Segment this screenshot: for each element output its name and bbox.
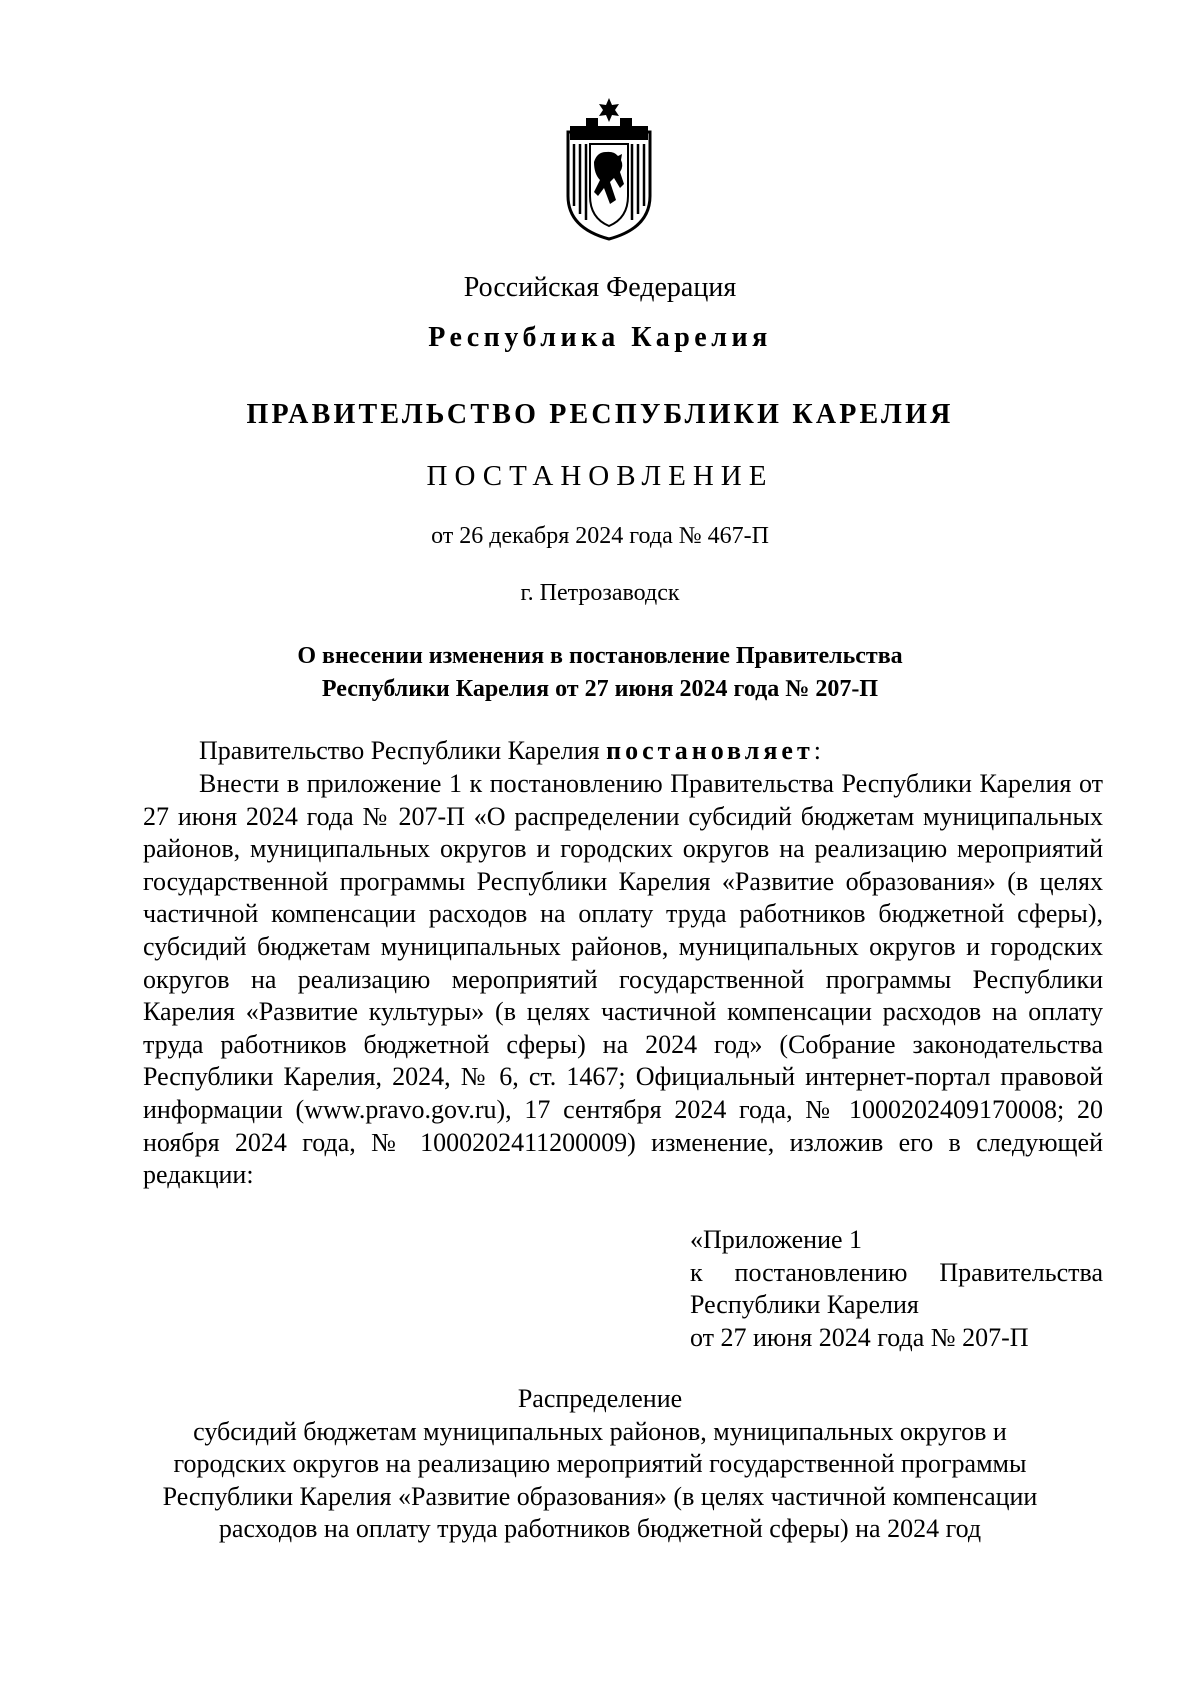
annex-line: Республики Карелия xyxy=(690,1290,919,1320)
main-paragraph: Внести в приложение 1 к постановлению Правительства Республики Карелия от 27 июня 2024 года № 207-П «О распределении субсидий бюджетам муниципальных районов, муниципальных округов и городских округов на реализацию мероприятий государственной программы Республики Карелия «Развитие образования» (в целях частичной компенсации расходов на оплату труда работников бюджетной сферы), субсидий бюджетам муниципальных районов, муниципальных округов и городских округов на реализацию мероприятий государственной программы Республики Карелия «Развитие культуры» (в целях частичной компенсации расходов на оплату труда работников бюджетной сферы) на 2024 год» (Собрание законодательства Республики Карелия, 2024, № 6, ст. 1467; Официальный интернет-портал правовой информации (www.pravo.gov.ru), 17 сентября 2024 года, № 1000202409170008; 20 ноября 2024 года, № 1000202411200009) изменение, изложив его в следующей редакции: xyxy=(143,769,1103,1190)
karelia-coat-of-arms-icon xyxy=(564,96,654,241)
document-city: г. Петрозаводск xyxy=(520,580,680,606)
subject-line: Республики Карелия от 27 июня 2024 года № 207-П xyxy=(321,676,879,702)
decree-statement xyxy=(143,735,1103,768)
annex-line: к постановлению Правительства xyxy=(690,1257,1103,1287)
distribution-line: расходов на оплату труда работников бюджетной сферы) на 2024 год xyxy=(218,1514,982,1544)
document-type: ПОСТАНОВЛЕНИЕ xyxy=(426,460,774,492)
document-date-number: от 26 декабря 2024 года № 467-П xyxy=(431,523,769,549)
annex-line: «Приложение 1 xyxy=(690,1225,863,1254)
document-subject xyxy=(0,640,1200,706)
annex-header xyxy=(690,1224,1103,1354)
distribution-title-block xyxy=(0,1383,1200,1546)
distribution-title: Распределение xyxy=(517,1384,683,1413)
subject-line: О внесении изменения в постановление Правительства xyxy=(297,643,903,669)
distribution-line: городских округов на реализацию мероприятий государственной программы xyxy=(173,1449,1027,1479)
distribution-line: субсидий бюджетам муниципальных районов, муниципальных округов и xyxy=(193,1416,1007,1446)
distribution-line: Республики Карелия «Развитие образования» (в целях частичной компенсации xyxy=(162,1481,1038,1511)
decree-suffix: : xyxy=(813,736,821,765)
decree-word: постановляет xyxy=(606,736,814,765)
republic-name: Республика Карелия xyxy=(428,322,772,353)
annex-line: от 27 июня 2024 года № 207-П xyxy=(690,1322,1029,1352)
decree-prefix: Правительство Республики Карелия xyxy=(199,736,607,765)
country-name: Российская Федерация xyxy=(463,272,737,303)
government-name: ПРАВИТЕЛЬСТВО РЕСПУБЛИКИ КАРЕЛИЯ xyxy=(246,399,954,430)
